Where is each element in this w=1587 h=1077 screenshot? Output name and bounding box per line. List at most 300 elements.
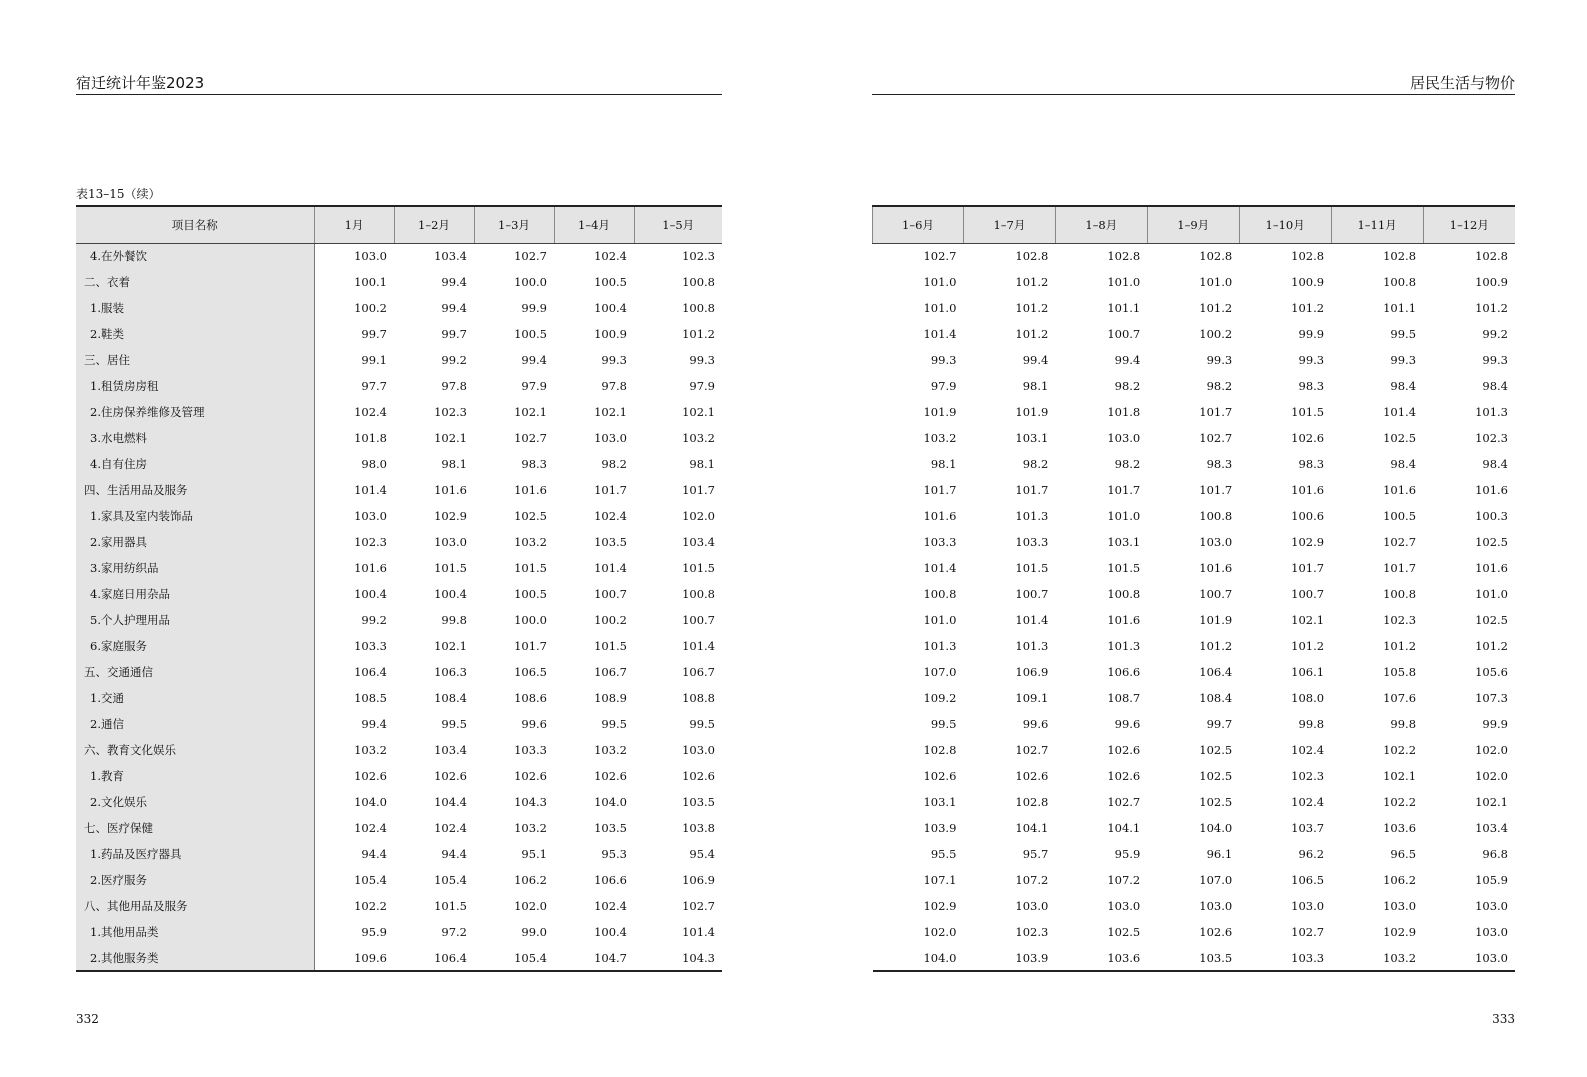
value-cell: 99.3 <box>1206 353 1233 367</box>
value-cell: 101.0 <box>1475 587 1508 601</box>
value-cell: 105.4 <box>434 873 467 887</box>
table-row <box>76 945 722 971</box>
value-cell: 102.2 <box>354 899 387 913</box>
page-number-left: 332 <box>76 1012 99 1026</box>
item-name-cell: 2.其他服务类 <box>76 945 314 971</box>
value-cell: 99.9 <box>521 301 547 315</box>
value-cell: 102.3 <box>682 249 715 264</box>
value-cell: 103.0 <box>1383 899 1417 913</box>
value-cell: 98.2 <box>601 457 627 471</box>
table-row <box>873 737 1516 763</box>
item-name-cell: 2.通信 <box>76 711 314 737</box>
value-cell: 103.3 <box>923 535 957 549</box>
book-title: 宿迁统计年鉴2023 <box>76 74 205 92</box>
value-cell: 102.4 <box>594 509 627 523</box>
value-cell: 101.2 <box>1475 301 1508 315</box>
value-cell: 101.4 <box>594 561 627 575</box>
value-cell: 102.4 <box>1291 743 1325 757</box>
table-row <box>873 789 1516 815</box>
value-cell: 101.2 <box>1291 639 1325 653</box>
value-cell: 98.3 <box>521 457 547 471</box>
value-cell: 101.9 <box>1199 613 1233 627</box>
value-cell: 97.9 <box>930 379 957 393</box>
value-cell: 102.7 <box>1291 925 1325 939</box>
value-cell: 103.9 <box>923 821 957 835</box>
value-cell: 98.2 <box>1114 379 1141 393</box>
value-cell: 108.0 <box>1291 691 1325 705</box>
value-cell: 102.8 <box>1107 249 1141 264</box>
value-cell: 98.3 <box>1206 457 1233 471</box>
table-row <box>873 815 1516 841</box>
value-cell: 97.9 <box>521 379 547 393</box>
value-cell: 102.0 <box>1475 769 1508 783</box>
value-cell: 108.4 <box>434 691 467 705</box>
table-row <box>76 477 722 503</box>
value-cell: 101.2 <box>1383 639 1417 653</box>
table-row <box>873 477 1516 503</box>
value-cell: 101.3 <box>1475 405 1508 419</box>
value-cell: 102.5 <box>1475 535 1508 549</box>
value-cell: 101.2 <box>1291 301 1325 315</box>
value-cell: 102.3 <box>1015 925 1049 939</box>
value-cell: 100.5 <box>514 327 547 341</box>
value-cell: 102.1 <box>1291 613 1325 627</box>
item-name-cell: 四、生活用品及服务 <box>76 477 314 503</box>
item-name-cell: 2.鞋类 <box>76 321 314 347</box>
value-cell: 108.5 <box>354 691 387 705</box>
value-cell: 103.0 <box>1107 899 1141 913</box>
value-cell: 95.9 <box>361 925 387 939</box>
value-cell: 98.1 <box>930 457 957 471</box>
value-cell: 101.5 <box>434 561 467 575</box>
table-row <box>76 841 722 867</box>
value-cell: 100.7 <box>1291 587 1325 601</box>
table-row <box>76 451 722 477</box>
value-cell: 102.4 <box>1291 795 1325 809</box>
value-cell: 99.7 <box>441 327 467 341</box>
value-cell: 94.4 <box>361 847 387 861</box>
table-row <box>76 607 722 633</box>
value-cell: 100.2 <box>354 301 387 315</box>
value-cell: 97.2 <box>441 925 467 939</box>
value-cell: 95.5 <box>930 847 957 861</box>
item-name-cell: 1.药品及医疗器具 <box>76 841 314 867</box>
item-name-cell: 2.医疗服务 <box>76 867 314 893</box>
value-cell: 106.7 <box>594 665 627 679</box>
value-cell: 108.4 <box>1199 691 1233 705</box>
value-cell: 103.6 <box>1055 945 1147 971</box>
item-name-cell: 1.服装 <box>76 295 314 321</box>
value-cell: 102.1 <box>434 431 467 445</box>
value-cell: 107.0 <box>1199 873 1233 887</box>
item-name-cell: 1.其他用品类 <box>76 919 314 945</box>
value-cell: 109.1 <box>1015 691 1049 705</box>
value-cell: 104.3 <box>514 795 547 809</box>
value-cell: 102.3 <box>1291 769 1325 783</box>
value-cell: 101.0 <box>923 613 957 627</box>
column-header: 1–5月 <box>634 206 722 243</box>
value-cell: 99.7 <box>361 327 387 341</box>
value-cell: 109.6 <box>314 945 394 971</box>
value-cell: 105.8 <box>1383 665 1417 679</box>
value-cell: 106.9 <box>682 873 715 887</box>
value-cell: 99.5 <box>601 717 627 731</box>
value-cell: 99.6 <box>1022 717 1049 731</box>
value-cell: 105.4 <box>354 873 387 887</box>
value-cell: 101.4 <box>682 639 715 653</box>
value-cell: 101.1 <box>1107 301 1141 315</box>
value-cell: 102.1 <box>514 405 547 419</box>
value-cell: 100.9 <box>1291 275 1325 289</box>
value-cell: 101.3 <box>1015 639 1049 653</box>
table-row <box>873 919 1516 945</box>
value-cell: 103.2 <box>514 821 547 835</box>
value-cell: 100.8 <box>682 587 715 601</box>
value-cell: 103.1 <box>1107 535 1141 549</box>
value-cell: 99.8 <box>441 613 467 627</box>
value-cell: 102.0 <box>923 925 957 939</box>
table-row <box>873 711 1516 737</box>
value-cell: 99.7 <box>1206 717 1233 731</box>
value-cell: 95.9 <box>1114 847 1141 861</box>
value-cell: 100.0 <box>514 275 547 289</box>
value-cell: 104.0 <box>1199 821 1233 835</box>
value-cell: 99.8 <box>1298 717 1325 731</box>
value-cell: 107.1 <box>923 873 957 887</box>
value-cell: 101.0 <box>1107 509 1141 523</box>
value-cell: 106.4 <box>354 665 387 679</box>
value-cell: 103.2 <box>1331 945 1423 971</box>
value-cell: 103.3 <box>354 639 387 653</box>
value-cell: 99.5 <box>1390 327 1417 341</box>
value-cell: 102.7 <box>1199 431 1233 445</box>
value-cell: 103.0 <box>682 743 715 757</box>
value-cell: 102.8 <box>1199 249 1233 264</box>
value-cell: 100.9 <box>594 327 627 341</box>
value-cell: 103.0 <box>1199 899 1233 913</box>
value-cell: 100.1 <box>354 275 387 289</box>
table-row <box>76 425 722 451</box>
value-cell: 102.0 <box>514 899 547 913</box>
column-header: 1–7月 <box>963 206 1055 243</box>
column-header: 1–4月 <box>554 206 634 243</box>
value-cell: 98.4 <box>1482 379 1508 393</box>
value-cell: 99.3 <box>1298 353 1325 367</box>
value-cell: 101.2 <box>1015 327 1049 341</box>
value-cell: 102.6 <box>354 769 387 783</box>
value-cell: 101.7 <box>682 483 715 497</box>
value-cell: 103.0 <box>594 431 627 445</box>
value-cell: 102.5 <box>1107 925 1141 939</box>
right-data-table <box>872 205 1515 972</box>
value-cell: 101.4 <box>1015 613 1049 627</box>
value-cell: 103.5 <box>594 535 627 549</box>
value-cell: 103.8 <box>682 821 715 835</box>
value-cell: 102.2 <box>1383 795 1417 809</box>
value-cell: 99.2 <box>1482 327 1508 341</box>
table-row <box>873 659 1516 685</box>
value-cell: 102.7 <box>514 249 547 264</box>
value-cell: 101.2 <box>1199 639 1233 653</box>
value-cell: 100.8 <box>923 587 957 601</box>
value-cell: 101.5 <box>594 639 627 653</box>
value-cell: 106.9 <box>1015 665 1049 679</box>
value-cell: 101.2 <box>1015 275 1049 289</box>
value-cell: 99.4 <box>521 353 547 367</box>
value-cell: 104.0 <box>354 795 387 809</box>
value-cell: 100.4 <box>354 587 387 601</box>
value-cell: 99.3 <box>601 353 627 367</box>
value-cell: 102.8 <box>1015 795 1049 809</box>
value-cell: 103.0 <box>1475 899 1508 913</box>
table-row <box>873 555 1516 581</box>
value-cell: 99.3 <box>1482 353 1508 367</box>
value-cell: 107.6 <box>1383 691 1417 705</box>
value-cell: 98.4 <box>1482 457 1508 471</box>
table-row <box>873 451 1516 477</box>
table-row <box>76 321 722 347</box>
value-cell: 102.0 <box>1475 743 1508 757</box>
value-cell: 101.6 <box>1199 561 1233 575</box>
value-cell: 108.6 <box>514 691 547 705</box>
value-cell: 104.1 <box>1107 821 1141 835</box>
value-cell: 99.5 <box>441 717 467 731</box>
value-cell: 102.6 <box>594 769 627 783</box>
value-cell: 104.1 <box>1015 821 1049 835</box>
value-cell: 100.4 <box>434 587 467 601</box>
value-cell: 95.3 <box>601 847 627 861</box>
value-cell: 102.7 <box>514 431 547 445</box>
table-row <box>76 633 722 659</box>
value-cell: 103.4 <box>434 743 467 757</box>
value-cell: 103.0 <box>1199 535 1233 549</box>
value-cell: 102.5 <box>1199 743 1233 757</box>
value-cell: 107.0 <box>923 665 957 679</box>
value-cell: 102.6 <box>514 769 547 783</box>
value-cell: 103.2 <box>923 431 957 445</box>
table-row <box>873 841 1516 867</box>
table-row <box>76 269 722 295</box>
value-cell: 99.5 <box>930 717 957 731</box>
value-cell: 100.2 <box>594 613 627 627</box>
item-name-cell: 2.住房保养维修及管理 <box>76 399 314 425</box>
header-rule-right <box>872 94 1515 95</box>
table-row <box>76 789 722 815</box>
value-cell: 102.6 <box>1015 769 1049 783</box>
value-cell: 101.5 <box>1291 405 1325 419</box>
value-cell: 103.0 <box>354 249 387 264</box>
value-cell: 102.3 <box>354 535 387 549</box>
table-row <box>76 581 722 607</box>
value-cell: 109.2 <box>923 691 957 705</box>
value-cell: 101.6 <box>1383 483 1417 497</box>
value-cell: 96.1 <box>1206 847 1233 861</box>
value-cell: 99.9 <box>1298 327 1325 341</box>
value-cell: 100.4 <box>594 301 627 315</box>
value-cell: 101.8 <box>354 431 387 445</box>
value-cell: 102.5 <box>514 509 547 523</box>
value-cell: 101.5 <box>514 561 547 575</box>
value-cell: 106.5 <box>1291 873 1325 887</box>
value-cell: 101.7 <box>594 483 627 497</box>
column-header: 1–6月 <box>873 206 964 243</box>
value-cell: 99.4 <box>441 275 467 289</box>
value-cell: 103.1 <box>1015 431 1049 445</box>
value-cell: 101.5 <box>682 561 715 575</box>
value-cell: 103.7 <box>1291 821 1325 835</box>
left-table-header-row <box>76 206 722 243</box>
value-cell: 103.6 <box>1383 821 1417 835</box>
value-cell: 99.2 <box>441 353 467 367</box>
value-cell: 98.0 <box>361 457 387 471</box>
value-cell: 103.4 <box>1475 821 1508 835</box>
item-name-cell: 1.交通 <box>76 685 314 711</box>
value-cell: 102.8 <box>1475 249 1508 264</box>
column-header: 1–3月 <box>474 206 554 243</box>
item-name-cell: 2.文化娱乐 <box>76 789 314 815</box>
value-cell: 102.6 <box>434 769 467 783</box>
value-cell: 102.2 <box>1383 743 1417 757</box>
value-cell: 101.4 <box>923 561 957 575</box>
value-cell: 98.2 <box>1022 457 1049 471</box>
value-cell: 99.2 <box>361 613 387 627</box>
table-row <box>873 685 1516 711</box>
value-cell: 100.4 <box>594 925 627 939</box>
value-cell: 101.4 <box>682 925 715 939</box>
value-cell: 96.8 <box>1482 847 1508 861</box>
value-cell: 99.4 <box>441 301 467 315</box>
item-name-cell: 七、医疗保健 <box>76 815 314 841</box>
table-row <box>76 659 722 685</box>
value-cell: 101.2 <box>682 327 715 341</box>
value-cell: 94.4 <box>441 847 467 861</box>
item-name-cell: 3.家用纺织品 <box>76 555 314 581</box>
value-cell: 101.2 <box>1015 301 1049 315</box>
value-cell: 103.0 <box>434 535 467 549</box>
value-cell: 102.9 <box>434 509 467 523</box>
value-cell: 103.0 <box>1107 431 1141 445</box>
table-row <box>873 321 1516 347</box>
table-row <box>76 373 722 399</box>
table-row <box>873 893 1516 919</box>
value-cell: 102.3 <box>1383 613 1417 627</box>
value-cell: 101.7 <box>1015 483 1049 497</box>
column-header: 1月 <box>314 206 394 243</box>
value-cell: 99.4 <box>1022 353 1049 367</box>
value-cell: 100.7 <box>594 587 627 601</box>
value-cell: 102.7 <box>923 249 957 264</box>
value-cell: 103.3 <box>514 743 547 757</box>
value-cell: 104.3 <box>634 945 722 971</box>
value-cell: 103.2 <box>354 743 387 757</box>
value-cell: 95.1 <box>521 847 547 861</box>
value-cell: 102.5 <box>1383 431 1417 445</box>
value-cell: 95.7 <box>1022 847 1049 861</box>
value-cell: 101.6 <box>354 561 387 575</box>
value-cell: 103.4 <box>434 249 467 264</box>
table-row <box>873 269 1516 295</box>
value-cell: 101.4 <box>354 483 387 497</box>
table-row <box>76 685 722 711</box>
item-name-cell: 三、居住 <box>76 347 314 373</box>
item-name-cell: 2.家用器具 <box>76 529 314 555</box>
table-row <box>76 503 722 529</box>
table-row <box>76 919 722 945</box>
value-cell: 103.5 <box>594 821 627 835</box>
value-cell: 100.8 <box>682 301 715 315</box>
value-cell: 101.3 <box>1015 509 1049 523</box>
column-header: 1–11月 <box>1331 206 1423 243</box>
item-name-cell: 八、其他用品及服务 <box>76 893 314 919</box>
value-cell: 100.2 <box>1199 327 1233 341</box>
left-data-table <box>76 205 722 972</box>
table-row <box>76 529 722 555</box>
item-name-cell: 六、教育文化娱乐 <box>76 737 314 763</box>
value-cell: 101.6 <box>1291 483 1325 497</box>
value-cell: 101.1 <box>1383 301 1417 315</box>
item-name-cell: 五、交通通信 <box>76 659 314 685</box>
value-cell: 98.1 <box>689 457 715 471</box>
value-cell: 103.0 <box>1291 899 1325 913</box>
table-row <box>76 737 722 763</box>
value-cell: 101.7 <box>923 483 957 497</box>
table-row <box>76 763 722 789</box>
value-cell: 103.0 <box>1423 945 1515 971</box>
value-cell: 101.7 <box>1107 483 1141 497</box>
value-cell: 102.4 <box>354 405 387 419</box>
value-cell: 108.7 <box>1107 691 1141 705</box>
value-cell: 102.3 <box>434 405 467 419</box>
value-cell: 102.6 <box>1199 925 1233 939</box>
value-cell: 107.3 <box>1475 691 1508 705</box>
value-cell: 100.5 <box>1383 509 1417 523</box>
value-cell: 101.9 <box>923 405 957 419</box>
chapter-title: 居民生活与物价 <box>1409 74 1515 92</box>
value-cell: 105.9 <box>1475 873 1508 887</box>
value-cell: 102.7 <box>682 899 715 913</box>
table-row <box>873 945 1516 971</box>
table-row <box>873 243 1516 269</box>
value-cell: 101.7 <box>1199 405 1233 419</box>
value-cell: 99.4 <box>1114 353 1141 367</box>
value-cell: 101.4 <box>1383 405 1417 419</box>
value-cell: 101.7 <box>1383 561 1417 575</box>
value-cell: 99.4 <box>361 717 387 731</box>
value-cell: 106.4 <box>1199 665 1233 679</box>
value-cell: 102.0 <box>682 509 715 523</box>
value-cell: 101.9 <box>1015 405 1049 419</box>
value-cell: 107.2 <box>1015 873 1049 887</box>
item-name-cell: 6.家庭服务 <box>76 633 314 659</box>
value-cell: 102.6 <box>682 769 715 783</box>
value-cell: 102.7 <box>1107 795 1141 809</box>
value-cell: 101.6 <box>514 483 547 497</box>
item-name-cell: 1.租赁房房租 <box>76 373 314 399</box>
table-row <box>873 763 1516 789</box>
value-cell: 101.0 <box>923 301 957 315</box>
value-cell: 102.1 <box>682 405 715 419</box>
value-cell: 102.8 <box>1291 249 1325 264</box>
value-cell: 98.3 <box>1298 379 1325 393</box>
table-row <box>873 867 1516 893</box>
table-row <box>873 295 1516 321</box>
table-row <box>76 295 722 321</box>
value-cell: 106.5 <box>514 665 547 679</box>
item-name-cell: 4.自有住房 <box>76 451 314 477</box>
value-cell: 101.0 <box>1107 275 1141 289</box>
table-row <box>76 243 722 269</box>
value-cell: 102.6 <box>1107 769 1141 783</box>
